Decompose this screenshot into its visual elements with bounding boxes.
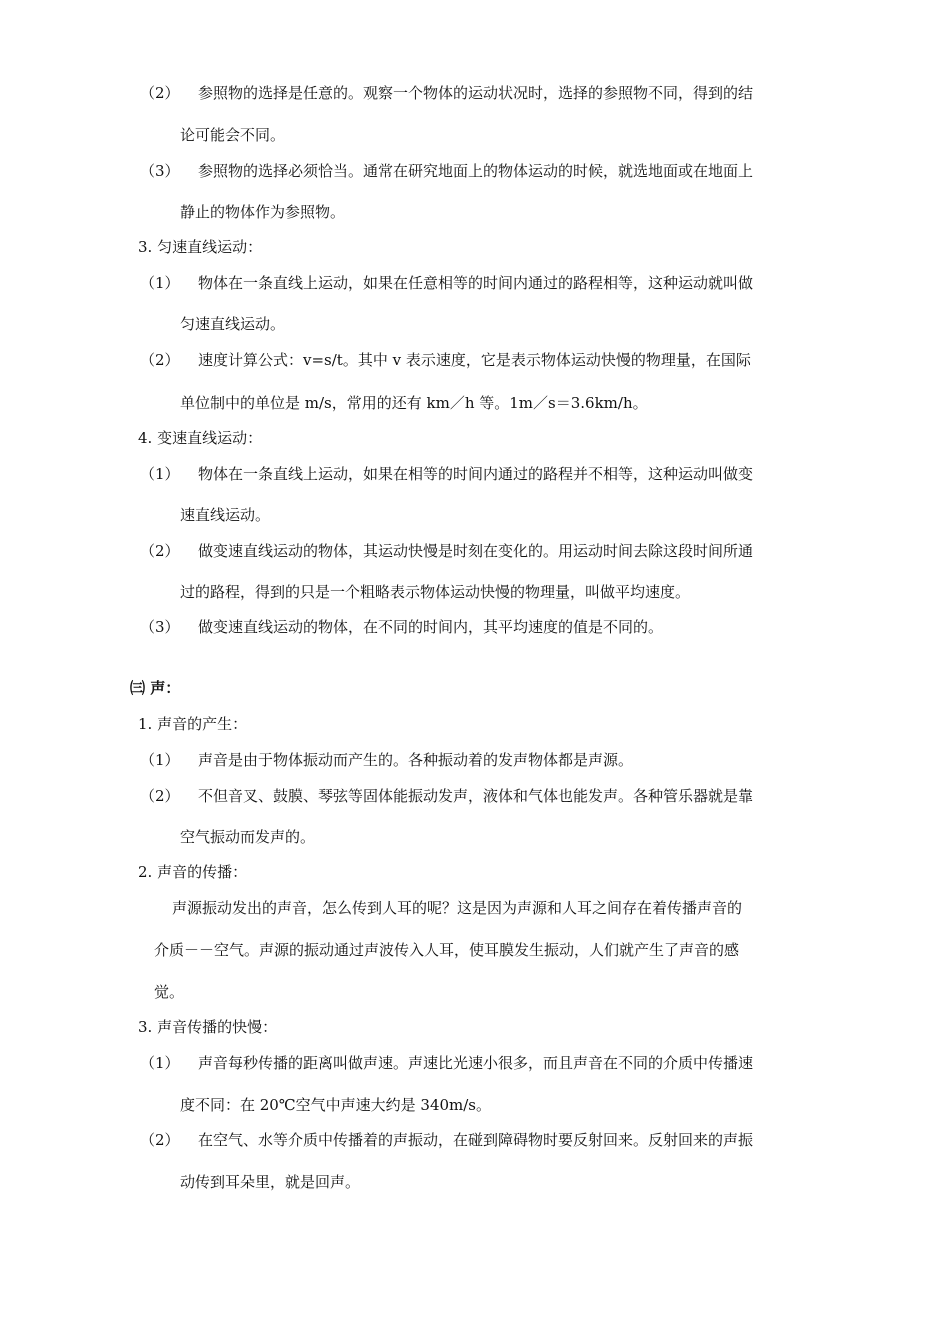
paragraph-line: 参照物的选择必须恰当。通常在研究地面上的物体运动的时候，就选地面或在地面上 [198,162,754,180]
paragraph-line: 做变速直线运动的物体，在不同的时间内，其平均速度的值是不同的。 [198,618,664,636]
paragraph-line: 物体在一条直线上运动，如果在相等的时间内通过的路程并不相等，这种运动叫做变 [198,465,754,483]
item-number: （3） [140,162,180,180]
paragraph-line: 匀速直线运动。 [180,315,286,333]
section-heading: 1. 声音的产生： [138,715,248,733]
paragraph-line: 参照物的选择是任意的。观察一个物体的运动状况时，选择的参照物不同，得到的结 [198,84,754,102]
item-number: （2） [140,351,180,369]
paragraph-line: 动传到耳朵里，就是回声。 [180,1173,361,1191]
item-number: （1） [140,465,180,483]
paragraph-line: 单位制中的单位是 m/s，常用的还有 km／h 等。1m／s＝3.6km/h。 [180,394,648,412]
section-heading: 3. 声音传播的快慢： [138,1018,278,1036]
item-number: （2） [140,542,180,560]
item-number: （2） [140,84,180,102]
paragraph-line: 觉。 [154,983,185,1001]
paragraph-line: 论可能会不同。 [180,126,286,144]
paragraph-line: 介质－－空气。声源的振动通过声波传入人耳，使耳膜发生振动，人们就产生了声音的感 [154,941,740,959]
paragraph-line: 速直线运动。 [180,506,271,524]
chapter-heading: ㈢ 声： [130,679,181,697]
paragraph-line: 空气振动而发声的。 [180,828,316,846]
item-number: （2） [140,1131,180,1149]
item-number: （3） [140,618,180,636]
paragraph-line: 度不同：在 20℃空气中声速大约是 340m/s。 [180,1096,492,1114]
item-number: （1） [140,1054,180,1072]
paragraph-line: 做变速直线运动的物体，其运动快慢是时刻在变化的。用运动时间去除这段时间所通 [198,542,754,560]
paragraph-line: 速度计算公式：v=s/t。其中 v 表示速度，它是表示物体运动快慢的物理量，在国际 [198,351,751,369]
section-heading: 2. 声音的传播： [138,863,248,881]
paragraph-line: 不但音叉、鼓膜、琴弦等固体能振动发声，液体和气体也能发声。各种管乐器就是靠 [198,787,754,805]
section-heading: 3. 匀速直线运动： [138,238,263,256]
item-number: （2） [140,787,180,805]
paragraph-line: 物体在一条直线上运动，如果在任意相等的时间内通过的路程相等，这种运动就叫做 [198,274,754,292]
paragraph-line: 声音每秒传播的距离叫做声速。声速比光速小很多，而且声音在不同的介质中传播速 [198,1054,754,1072]
item-number: （1） [140,751,180,769]
paragraph-line: 声音是由于物体振动而产生的。各种振动着的发声物体都是声源。 [198,751,634,769]
paragraph-line: 声源振动发出的声音，怎么传到人耳的呢？这是因为声源和人耳之间存在着传播声音的 [172,899,743,917]
paragraph-line: 在空气、水等介质中传播着的声振动，在碰到障碍物时要反射回来。反射回来的声振 [198,1131,754,1149]
paragraph-line: 过的路程，得到的只是一个粗略表示物体运动快慢的物理量，叫做平均速度。 [180,583,691,601]
paragraph-line: 静止的物体作为参照物。 [180,203,346,221]
item-number: （1） [140,274,180,292]
section-heading: 4. 变速直线运动： [138,429,263,447]
